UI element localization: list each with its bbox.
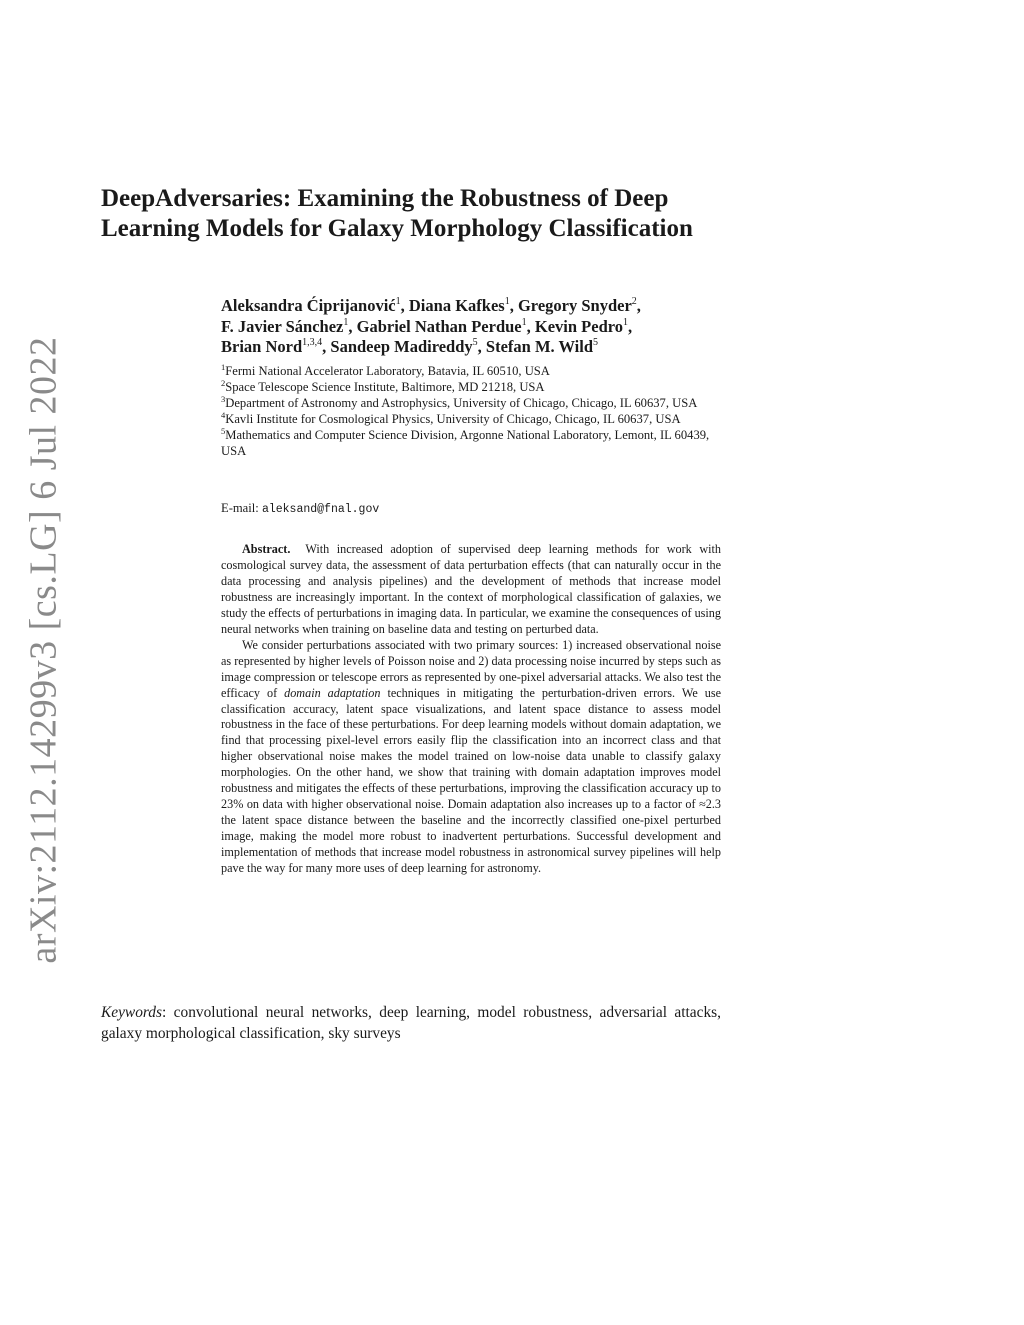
- affiliation-list: [221, 364, 721, 459]
- author: Brian Nord$^{1,3,4}$,: [221, 337, 331, 356]
- email-address: aleksand@fnal.gov: [261, 503, 380, 516]
- author: Gregory Snyder$^2$,: [517, 296, 641, 315]
- affiliation: $^5$Mathematics and Computer Science Division, Argonne National Laboratory, Lemont, IL 60439, USA: [221, 425, 710, 458]
- author: F. Javier Sánchez$^1$,: [221, 316, 357, 336]
- affiliation: $^1$Fermi National Accelerator Laboratory, Batavia, IL 60510, USA: [221, 362, 550, 378]
- keywords-label: Keywords: [101, 1004, 162, 1021]
- author: Stefan M. Wild$^5$: [485, 337, 599, 356]
- author-list: [221, 296, 741, 358]
- abstract-paragraph: We consider perturbations associated with two primary sources: 1) increased observational noise as represented by higher levels of Poisson noise and 2) data processing noise incurred by steps such as image compression or telescope errors as represented by one-pixel adversarial attacks. We also test the efficacy of domain adaptation techniques in mitigating the perturbation-driven errors. We use classification accuracy, latent space visualizations, and latent space distance to assess model robustness in the face of these perturbations. For deep learning models without domain adaptation, we find that processing pixel-level errors easily flip the classification into an incorrect class and that higher observational noise makes the model trained on low-noise data unable to classify galaxy morphologies. On the other hand, we show that training with domain adaptation improves model robustness and mitigates the effects of these perturbations, improving the classification accuracy up to 23% on data with higher observational noise. Domain adaptation also increases up to a factor of ≈2.3 the latent space distance between the baseline and the incorrectly classified one-pixel perturbed image, making the model more robust to inadvertent perturbations. Successful development and implementation of methods that increase model robustness in astronomical survey pipelines will help pave the way for many more uses of deep learning for astronomy.: [221, 637, 721, 876]
- paper-title: DeepAdversaries: Examining the Robustness of Deep Learning Models for Galaxy Morphology Classification: [101, 185, 693, 242]
- abstract-paragraph: Abstract. With increased adoption of supervised deep learning methods for work with cosmological survey data, the assessment of data perturbation effects (that can naturally occur in the data processing and analysis pipelines) and the development of methods that increase model robustness are increasingly important. In the context of morphological classification of galaxies, we study the effects of perturbations in imaging data. In particular, we examine the consequences of using neural networks when training on baseline data and testing on perturbed data.: [221, 542, 722, 636]
- author: Gabriel Nathan Perdue$^1$,: [356, 316, 535, 336]
- author: Sandeep Madireddy$^5$,: [330, 337, 486, 356]
- keywords: Keywords: convolutional neural networks, deep learning, model robustness, adversarial attacks, galaxy morphological classification, sky surveys: [101, 1004, 721, 1042]
- arxiv-identifier-stamp: [12, 336, 76, 964]
- author: Diana Kafkes$^1$,: [408, 296, 518, 315]
- email-label: E-mail:: [221, 501, 259, 515]
- affiliation: $^4$Kavli Institute for Cosmological Physics, University of Chicago, Chicago, IL 60637, USA: [221, 409, 681, 426]
- affiliation: $^2$Space Telescope Science Institute, Baltimore, MD 21218, USA: [221, 377, 545, 394]
- arxiv-identifier-text: arXiv:2112.14299v3 [cs.LG] 6 Jul 2022: [23, 336, 66, 964]
- author: Kevin Pedro$^1$,: [534, 316, 633, 336]
- affiliation: $^3$Department of Astronomy and Astrophysics, University of Chicago, Chicago, IL 60637, USA: [221, 393, 698, 410]
- abstract: [221, 542, 721, 877]
- author: Aleksandra Ćiprijanović$^1$,: [221, 296, 409, 315]
- abstract-label: Abstract.: [242, 542, 291, 556]
- emphasis-domain-adaptation: domain adaptation: [284, 685, 381, 700]
- corresponding-email: [221, 500, 721, 518]
